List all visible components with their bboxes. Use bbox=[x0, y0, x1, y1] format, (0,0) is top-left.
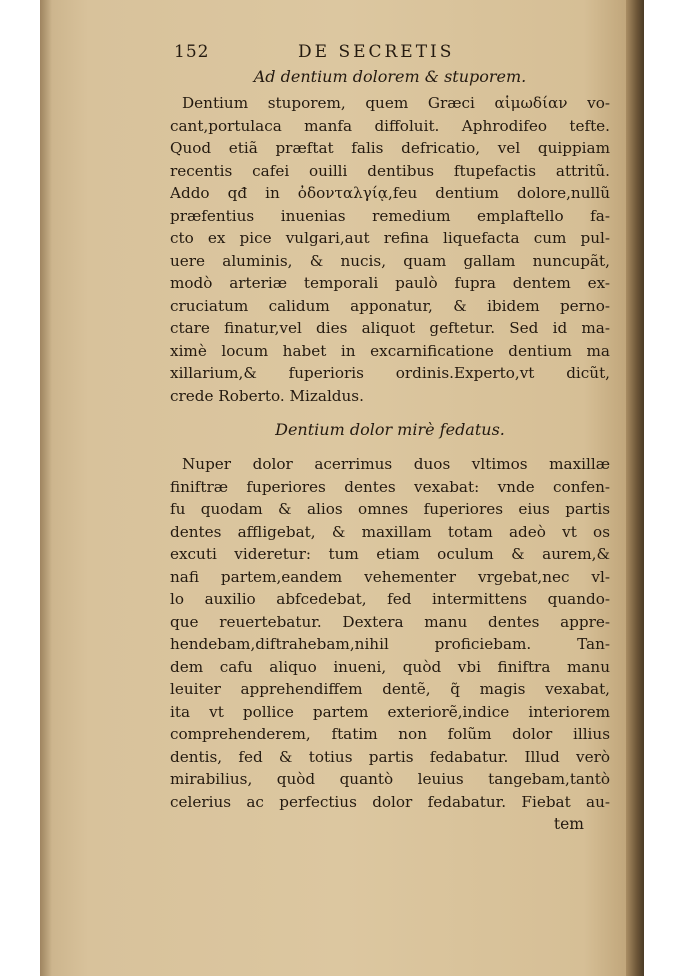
text-line: celerius ac perfectius dolor fedabatur. Fiebat au- bbox=[170, 792, 610, 811]
text-line: dentis, fed & totius partis fedabatur. Illud verò bbox=[170, 747, 610, 766]
paragraph-2 bbox=[170, 453, 610, 813]
text-line: præfentius inuenias remedium emplaftello fa- bbox=[170, 206, 610, 225]
page-number: 152 bbox=[174, 42, 210, 62]
text-line: mirabilius, quòd quantò leuius tangebam,tantò bbox=[170, 770, 610, 788]
text-line: modò arteriæ temporali paulò fupra dentem ex- bbox=[170, 274, 610, 292]
text-line: uere aluminis, & nucis, quam gallam nuncupãt, bbox=[170, 251, 610, 270]
section-heading-1: Ad dentium dolorem & stuporem. bbox=[253, 67, 527, 86]
text-line: Nuper dolor acerrimus duos vltimos maxillæ bbox=[182, 455, 610, 473]
text-line: Addo qđ in ὀδονταλγίᾳ,feu dentium dolore,nullũ bbox=[170, 184, 610, 202]
text-line-last: crede Roberto. Mizaldus. bbox=[170, 386, 364, 405]
page-header bbox=[170, 42, 610, 66]
text-line: recentis cafei ouilli dentibus ftupefactis attritũ. bbox=[170, 161, 610, 180]
text-line: cto ex pice vulgari,aut refina liquefacta cum pul- bbox=[170, 229, 610, 247]
paragraph-1 bbox=[170, 92, 610, 407]
text-line: nafi partem,eandem vehementer vrgebat,nec vl- bbox=[170, 567, 610, 586]
text-line: hendebam,diftrahebam,nihil proficiebam. Tan- bbox=[170, 635, 610, 653]
text-line: xillarium,& fuperioris ordinis.Experto,vt dicũt, bbox=[170, 364, 610, 382]
book-gutter bbox=[626, 0, 644, 976]
text-line: que reuertebatur. Dextera manu dentes appre- bbox=[170, 612, 610, 631]
text-line: ctare finatur,vel dies aliquot geftetur. Sed id ma- bbox=[170, 319, 610, 337]
text-line: excuti videretur: tum etiam oculum & aurem,& bbox=[170, 545, 610, 563]
text-line: Quod etiã præftat falis defricatio, vel quippiam bbox=[170, 139, 610, 157]
text-line: dem cafu aliquo inueni, quòd vbi finiftra manu bbox=[170, 657, 610, 676]
text-line: finiftræ fuperiores dentes vexabat: vnde confen- bbox=[170, 477, 610, 496]
text-line: lo auxilio abfcedebat, fed intermittens quando- bbox=[170, 590, 610, 608]
text-line: Dentium stuporem, quem Græci αἱμωδίαν vo- bbox=[182, 94, 610, 112]
text-line: leuiter apprehendiffem dentẽ, q̃ magis vexabat, bbox=[170, 680, 610, 698]
running-title: DE SECRETIS bbox=[298, 42, 455, 62]
text-line: dentes affligebat, & maxillam totam adeò vt os bbox=[170, 522, 610, 541]
text-line: cant,portulaca manfa diffoluit. Aphrodifeo tefte. bbox=[170, 116, 610, 135]
text-line: ita vt pollice partem exteriorẽ,indice interiorem bbox=[170, 702, 610, 721]
catchword: tem bbox=[553, 815, 584, 833]
text-line: fu quodam & alios omnes fuperiores eius partis bbox=[170, 500, 610, 518]
text-line: ximè locum habet in excarnificatione dentium ma bbox=[170, 341, 610, 360]
text-line: cruciatum calidum apponatur, & ibidem perno- bbox=[170, 296, 610, 315]
text-line: comprehenderem, ftatim non folũm dolor illius bbox=[170, 725, 610, 743]
section-heading-2: Dentium dolor mirè fedatus. bbox=[275, 420, 505, 439]
page-text-block bbox=[170, 42, 610, 835]
